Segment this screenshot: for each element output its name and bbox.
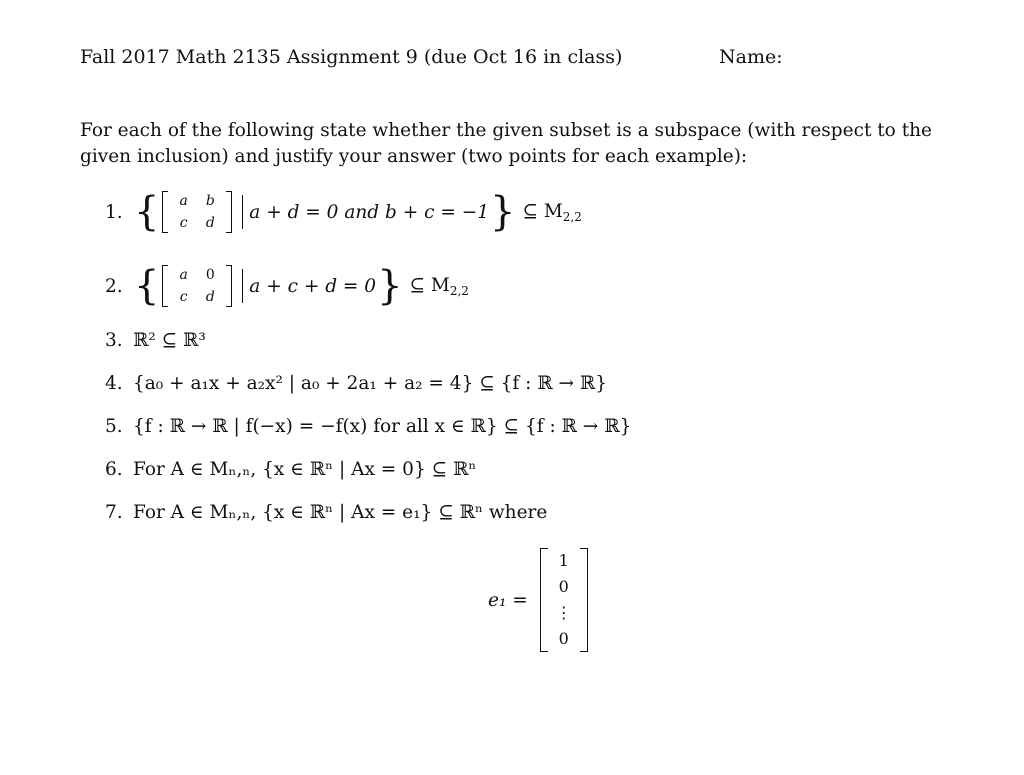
vector-entry: ⋮ bbox=[555, 603, 572, 622]
set-close-brace: } bbox=[377, 263, 403, 309]
problem-statement: For A ∈ Mₙ,ₙ, {x ∈ ℝⁿ | Ax = 0} ⊆ ℝⁿ bbox=[133, 459, 477, 480]
problem-number: 3. bbox=[105, 330, 123, 351]
problem-number: 4. bbox=[105, 373, 123, 394]
problem-6 bbox=[105, 459, 476, 480]
problem-number: 2. bbox=[105, 275, 123, 297]
problem-statement: ℝ² ⊆ ℝ³ bbox=[133, 330, 206, 351]
column-vector bbox=[540, 548, 588, 652]
subset-relation: ⊆ $M_{2,2}$ bbox=[522, 200, 582, 224]
matrix-entry: 0 bbox=[205, 267, 215, 283]
such-that-bar bbox=[242, 269, 244, 303]
matrix-entry: c bbox=[179, 289, 188, 305]
matrix-entry: b bbox=[205, 193, 215, 209]
problem-4 bbox=[105, 373, 607, 394]
problem-number: 1. bbox=[105, 201, 123, 223]
set-open-brace: { bbox=[134, 263, 160, 309]
set-condition: a + c + d = 0 bbox=[249, 275, 377, 297]
set-open-brace: { bbox=[134, 189, 160, 235]
such-that-bar bbox=[242, 195, 244, 229]
problem-1 bbox=[105, 190, 582, 234]
matrix bbox=[162, 190, 231, 234]
matrix-entry: d bbox=[205, 215, 215, 231]
matrix-entry: a bbox=[179, 193, 188, 209]
matrix-entry: c bbox=[179, 215, 188, 231]
problem-number: 6. bbox=[105, 459, 123, 480]
e1-definition bbox=[488, 548, 588, 652]
problem-2 bbox=[105, 264, 469, 308]
matrix-entry: a bbox=[179, 267, 188, 283]
vector-label: e₁ = bbox=[488, 589, 528, 611]
problem-number: 7. bbox=[105, 502, 123, 523]
problem-number: 5. bbox=[105, 416, 123, 437]
problem-statement: {f : ℝ → ℝ | f(−x) = −f(x) for all x ∈ ℝ} ⊆ {f : ℝ → ℝ} bbox=[133, 416, 632, 437]
problem-statement: {a₀ + a₁x + a₂x² | a₀ + 2a₁ + a₂ = 4} ⊆ {f : ℝ → ℝ} bbox=[133, 373, 607, 394]
name-label: Name: bbox=[719, 46, 783, 68]
set-condition: a + d = 0 and b + c = −1 bbox=[249, 201, 489, 223]
subset-relation: ⊆ $M_{2,2}$ bbox=[409, 274, 469, 298]
assignment-title: Fall 2017 Math 2135 Assignment 9 (due Oct 16 in class) bbox=[80, 46, 623, 68]
problem-7 bbox=[105, 502, 547, 523]
problem-5 bbox=[105, 416, 631, 437]
problem-statement: For A ∈ Mₙ,ₙ, {x ∈ ℝⁿ | Ax = e₁} ⊆ ℝⁿ where bbox=[133, 502, 548, 523]
problem-3 bbox=[105, 330, 206, 351]
vector-entry: 0 bbox=[558, 629, 569, 648]
vector-entry: 1 bbox=[558, 551, 569, 570]
set-close-brace: } bbox=[490, 189, 516, 235]
matrix bbox=[162, 264, 231, 308]
matrix-entry: d bbox=[205, 289, 215, 305]
vector-entry: 0 bbox=[558, 577, 569, 596]
instructions: For each of the following state whether the given subset is a subspace (with respect to the given inclusion) and justify your answer (two points for each example): bbox=[80, 120, 933, 167]
